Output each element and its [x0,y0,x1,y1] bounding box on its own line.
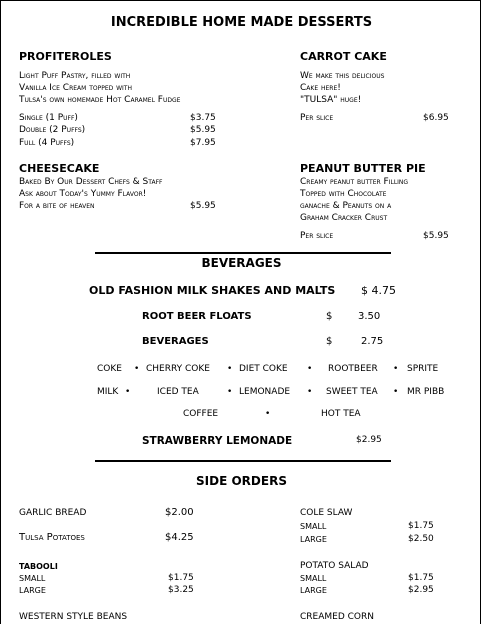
bullet: • [227,387,233,397]
menu-title: INCREDIBLE HOME MADE DESSERTS [110,15,373,30]
beverages-heading: BEVERAGES [201,256,282,270]
beverages-line-currency: $ [326,336,333,347]
bullet: • [307,364,313,374]
milkshakes-price: $ 4.75 [361,284,396,297]
peanut-butter-pie-price: $5.95 [423,231,449,241]
drink-sweet-tea: SWEET TEA [326,387,378,397]
carrot-cake-price: $6.95 [423,113,449,123]
divider-sides-top [95,460,391,462]
bullet: • [393,364,399,374]
drink-hot-tea: HOT TEA [321,409,361,419]
tabooli-label: TABOOLI [19,562,58,571]
beverages-line-price: 2.75 [361,336,384,347]
divider-beverages-top [95,252,391,254]
drink-coke: COKE [97,364,122,374]
garlic-bread-label: GARLIC BREAD [19,508,87,518]
potato-salad-large-price: $2.95 [408,585,434,595]
creamed-corn-label: CREAMED CORN [300,612,374,622]
carrot-cake-heading: CARROT CAKE [300,50,387,63]
cheesecake-desc-1: Baked By Our Dessert Chefs & Staff [19,177,163,187]
root-beer-price: 3.50 [358,311,381,322]
peanut-butter-pie-heading: PEANUT BUTTER PIE [300,162,426,175]
drink-mr-pibb: MR PIBB [407,387,445,397]
profiteroles-double-label: Double (2 Puffs) [19,125,86,135]
drink-milk: MILK [97,387,119,397]
bullet: • [134,364,140,374]
bullet: • [227,364,233,374]
potato-salad-small-price: $1.75 [408,573,434,583]
carrot-cake-desc-2: Cake here! [300,83,341,93]
profiteroles-desc-2: Vanilla Ice Cream topped with [19,83,132,93]
drink-iced-tea: ICED TEA [157,387,199,397]
cheesecake-desc-2: Ask about Today's Yummy Flavor! [19,189,147,199]
carrot-cake-desc-3: "TULSA" huge! [300,95,362,105]
carrot-cake-desc-1: We make this delicious [300,71,385,81]
bullet: • [307,387,313,397]
profiteroles-desc-1: Light Puff Pastry, filled with [19,71,131,81]
drink-coffee: COFFEE [183,409,219,419]
profiteroles-single-label: Single (1 Puff) [19,113,78,123]
drink-rootbeer: ROOTBEER [328,364,378,374]
bullet: • [125,387,131,397]
side-orders-heading: SIDE ORDERS [196,474,287,488]
tabooli-small-label: SMALL [19,574,46,583]
cheesecake-heading: CHEESECAKE [19,162,100,175]
milkshakes-label: OLD FASHION MILK SHAKES AND MALTS [89,284,336,297]
strawberry-lemonade-label: STRAWBERRY LEMONADE [142,435,293,447]
western-beans-label: WESTERN STYLE BEANS [19,612,128,622]
profiteroles-full-label: Full (4 Puffs) [19,138,75,148]
garlic-bread-price: $2.00 [165,507,194,518]
drink-diet-coke: DIET COKE [239,364,288,374]
root-beer-label: ROOT BEER FLOATS [142,311,252,322]
peanut-butter-pie-desc-3: ganache & Peanuts on a [300,201,392,211]
peanut-butter-pie-price-label: Per slice [300,231,334,241]
cole-slaw-large-price: $2.50 [408,534,434,544]
root-beer-currency: $ [326,311,333,322]
cole-slaw-label: COLE SLAW [300,508,353,518]
tulsa-potatoes-label: Tulsa Potatoes [19,532,85,543]
tabooli-small-price: $1.75 [168,573,194,583]
drink-sprite: SPRITE [407,364,439,374]
potato-salad-label: POTATO SALAD [300,561,369,571]
beverages-line-label: BEVERAGES [142,336,209,347]
cole-slaw-large-label: LARGE [300,535,327,544]
tabooli-large-price: $3.25 [168,585,194,595]
cole-slaw-small-label: SMALL [300,522,327,531]
carrot-cake-price-label: Per slice [300,113,334,123]
peanut-butter-pie-desc-1: Creamy peanut butter Filling [300,177,409,187]
peanut-butter-pie-desc-4: Graham Cracker Crust [300,213,388,223]
cheesecake-price-label: For a bite of heaven [19,201,95,211]
drink-cherry-coke: CHERRY COKE [146,364,210,374]
cole-slaw-small-price: $1.75 [408,521,434,531]
tabooli-large-label: LARGE [19,586,46,595]
potato-salad-small-label: SMALL [300,574,327,583]
tulsa-potatoes-price: $4.25 [165,532,194,543]
drink-lemonade: LEMONADE [239,387,291,397]
strawberry-lemonade-price: $2.95 [356,435,382,445]
profiteroles-heading: PROFITEROLES [19,50,112,63]
profiteroles-double-price: $5.95 [190,125,216,135]
profiteroles-desc-3: Tulsa's own homemade Hot Caramel Fudge [19,95,181,105]
bullet: • [265,409,271,419]
peanut-butter-pie-desc-2: Topped with Chocolate [300,189,387,199]
cheesecake-price: $5.95 [190,201,216,211]
bullet: • [393,387,399,397]
profiteroles-full-price: $7.95 [190,138,216,148]
profiteroles-single-price: $3.75 [190,113,216,123]
potato-salad-large-label: LARGE [300,586,327,595]
